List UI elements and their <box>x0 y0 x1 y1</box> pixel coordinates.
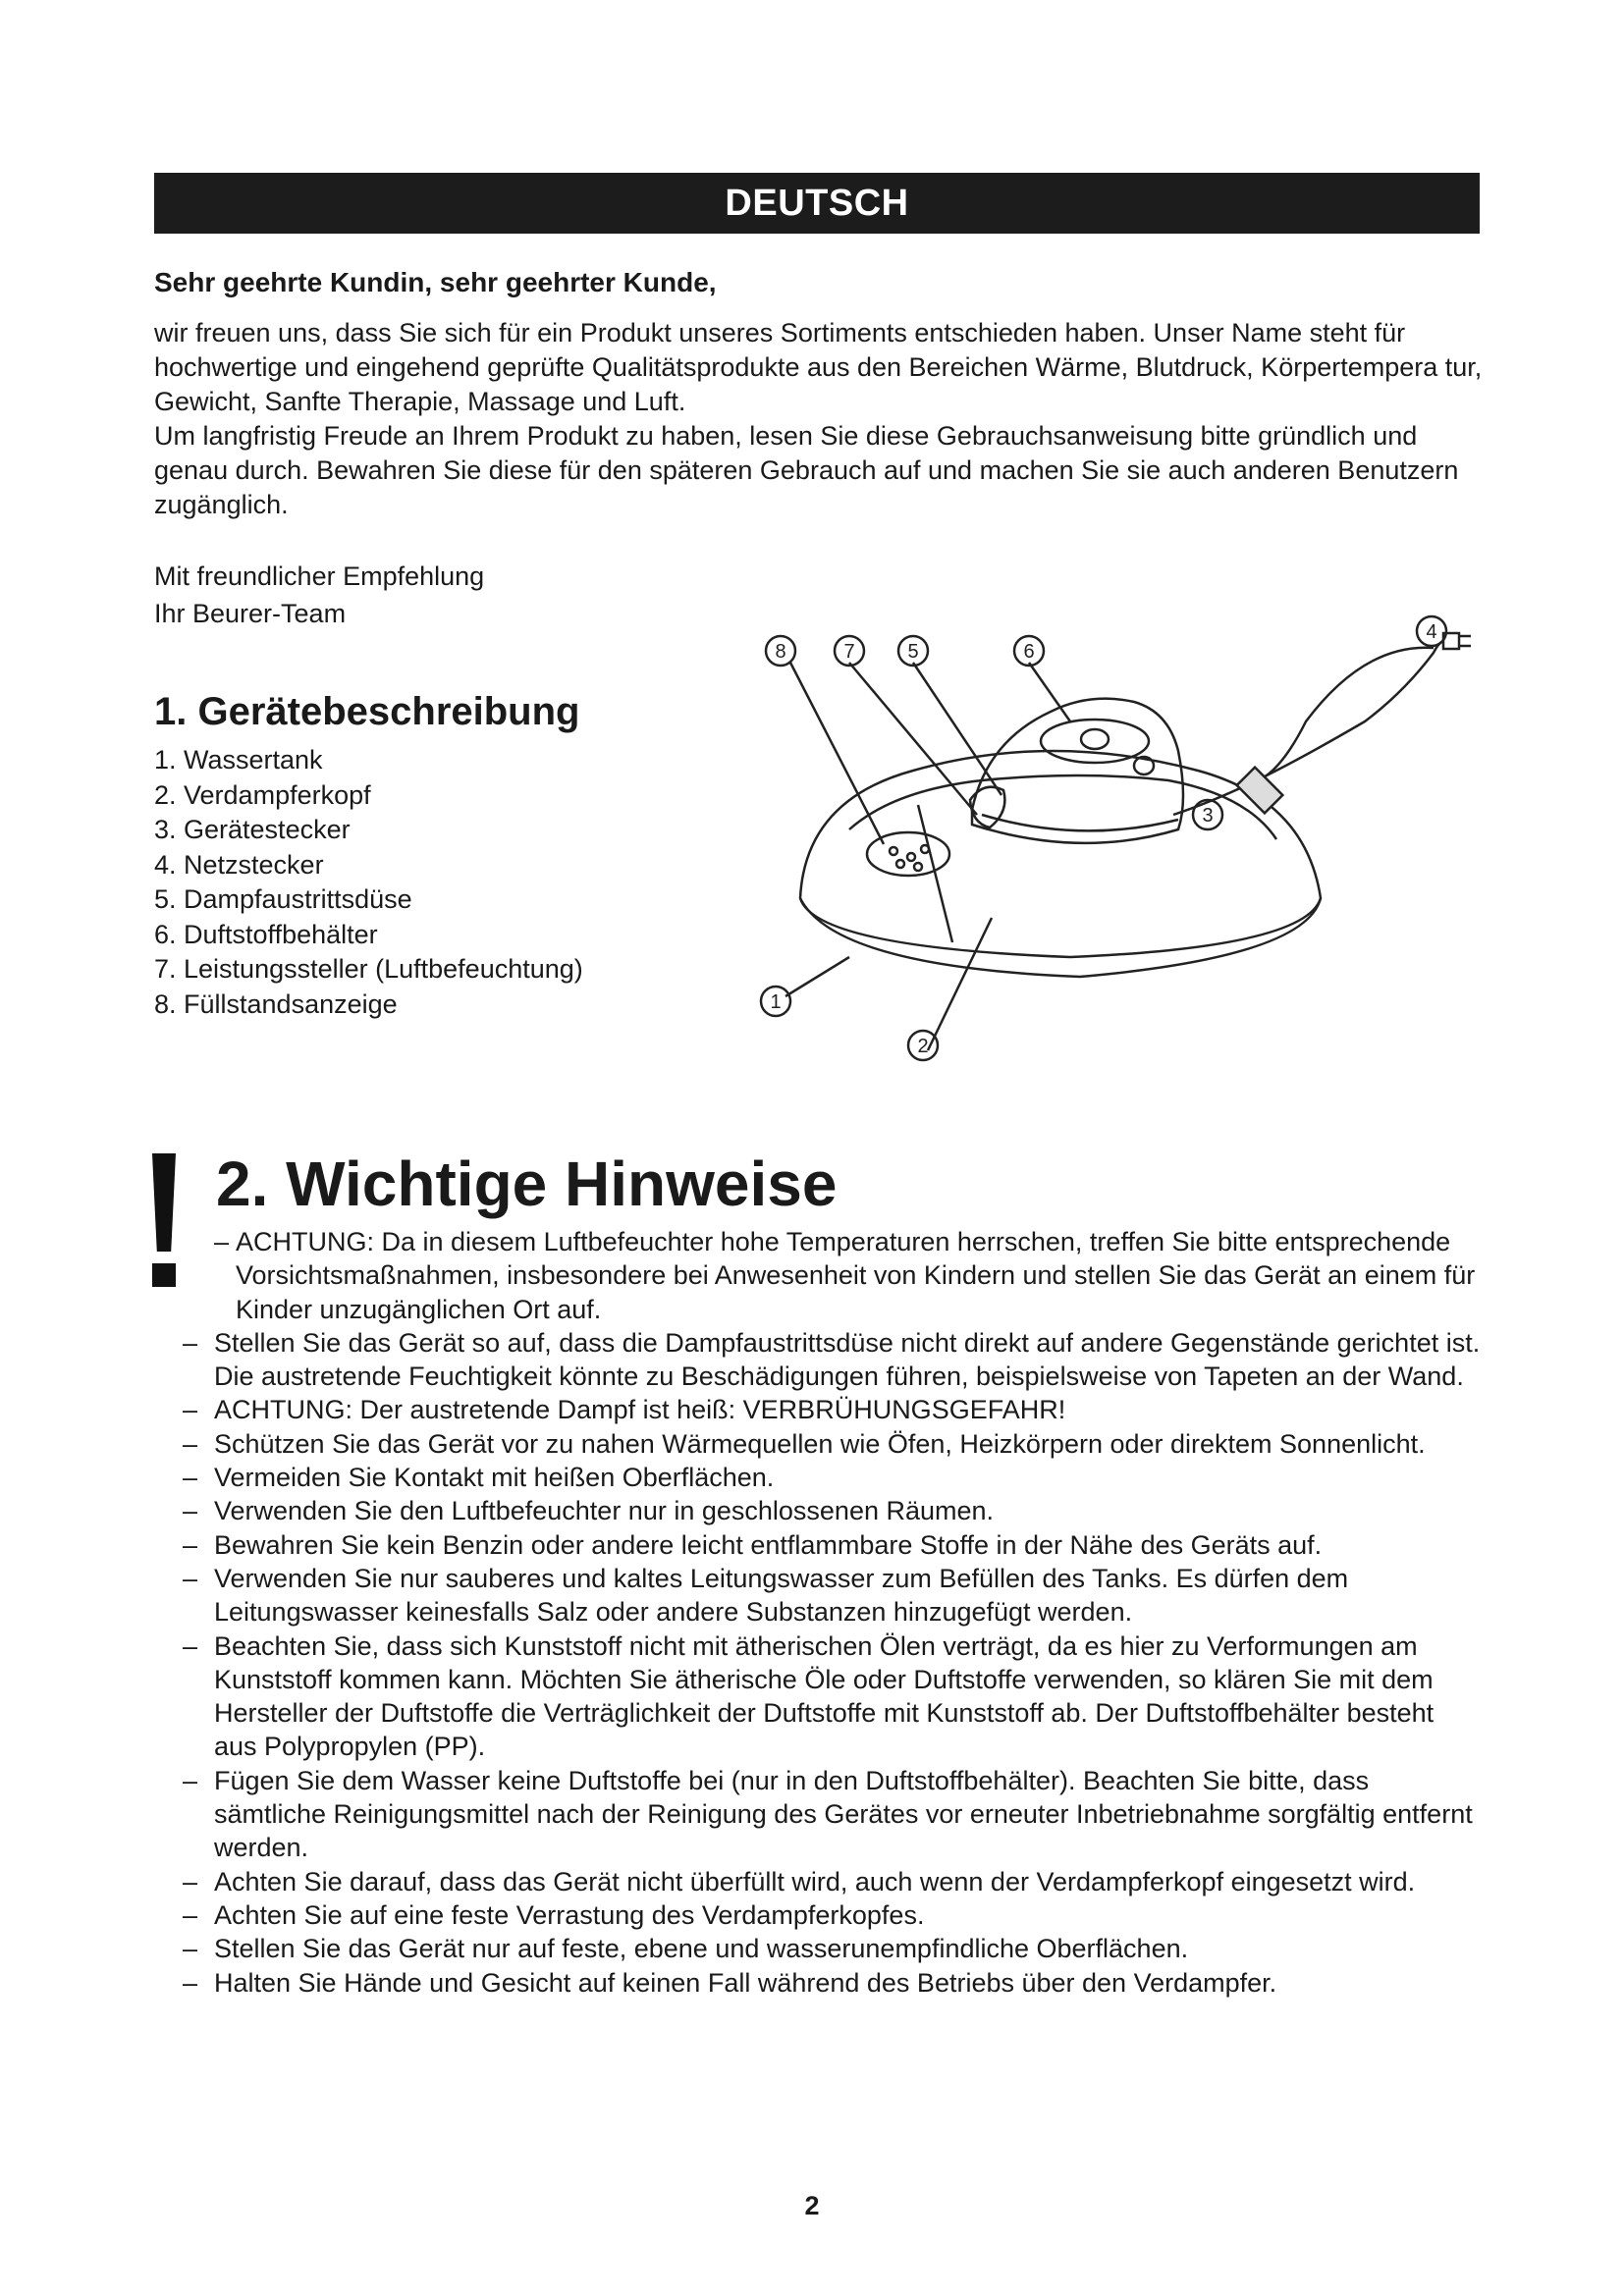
water-tank-rim <box>800 898 1321 957</box>
parts-list-item: 1. Wassertank <box>154 745 323 774</box>
warning-exclamation-icon <box>147 1153 181 1291</box>
callout-8 <box>766 636 795 666</box>
parts-list-item: 5. Dampfaustrittsdüse <box>154 884 412 914</box>
safety-notes-list <box>177 1225 1483 2000</box>
safety-note: – Fügen Sie dem Wasser keine Duftstoffe bei (nur in den Duftstoffbehälter). Beachten Sie bitte, dass sämtliche Reinigungsmittel nach der Reinigung des Gerätes vor erneuter Inbetriebnahme sorgfältig entfernt werden. <box>177 1764 1483 1865</box>
safety-note: – Verwenden Sie nur sauberes und kaltes Leitungswasser zum Befüllen des Tanks. Es dürfen dem Leitungswasser keinesfalls Salz oder andere Substanzen hinzugefügt werden. <box>177 1562 1483 1629</box>
parts-list-item: 3. Gerätestecker <box>154 815 351 844</box>
safety-note: – ACHTUNG: Da in diesem Luftbefeuchter hohe Temperaturen herrschen, treffen Sie bitte entsprechende Vorsichtsmaßnahmen, insbesondere bei Anwesenheit von Kindern und stellen Sie das Gerät an einem für Kinder unzugänglichen Ort auf. <box>177 1225 1483 1326</box>
svg-text:4: 4 <box>1426 621 1437 643</box>
callout-7 <box>835 636 864 666</box>
svg-text:6: 6 <box>1023 641 1035 663</box>
safety-note: – Achten Sie darauf, dass das Gerät nicht überfüllt wird, auch wenn der Verdampferkopf eingesetzt wird. <box>177 1865 1483 1898</box>
svg-text:3: 3 <box>1202 805 1214 827</box>
nozzle-ring <box>1041 720 1149 763</box>
callout-5 <box>898 636 928 666</box>
callout-3 <box>1193 800 1222 829</box>
section-1-title: 1. Gerätebeschreibung <box>154 690 580 733</box>
safety-note: – Vermeiden Sie Kontakt mit heißen Oberflächen. <box>177 1461 1483 1494</box>
safety-note: – Schützen Sie das Gerät vor zu nahen Wärmequellen wie Öfen, Heizkörpern oder direktem Sonnenlicht. <box>177 1427 1483 1461</box>
evaporator-head-band <box>982 815 1178 830</box>
callout-2 <box>908 1031 938 1060</box>
power-cable-loop <box>1267 648 1434 775</box>
parts-list-item: 8. Füllstandsanzeige <box>154 988 398 1019</box>
language-banner: DEUTSCH <box>154 173 1480 234</box>
intro-paragraph: wir freuen uns, dass Sie sich für ein Produkt unseres Sortiments entschieden haben. Unser Name steht für hochwertige und eingehend geprüfte Qualitätsprodukte aus den Bereichen Wärme, Blutdruck, Körpertempera tur, Gewicht, Sanfte Therapie, Massage und Luft. <box>154 318 1483 416</box>
safety-note: – Beachten Sie, dass sich Kunststoff nicht mit ätherischen Ölen verträgt, da es hier zu Verformungen am Kunststoff kommen kann. Möchten Sie ätherische Öle oder Duftstoffe verwenden, so klären Sie mit dem Hersteller der Duftstoffe die Verträglichkeit der Duftstoffe mit Kunststoff ab. Der Duftstoffbehälter besteht aus Polypropylen (PP). <box>177 1629 1483 1764</box>
section-2-title: 2. Wichtige Hinweise <box>216 1148 838 1219</box>
steam-nozzle <box>1081 729 1109 749</box>
greeting-heading: Sehr geehrte Kundin, sehr geehrter Kunde, <box>154 267 717 297</box>
parts-list-item: 4. Netzstecker <box>154 849 324 880</box>
parts-list-item: 2. Verdampferkopf <box>154 779 371 810</box>
svg-text:1: 1 <box>770 991 782 1013</box>
closing-signature-line: Ihr Beurer-Team <box>154 599 347 628</box>
safety-note: – Verwenden Sie den Luftbefeuchter nur in geschlossenen Räumen. <box>177 1494 1483 1527</box>
intro-paragraph: Um langfristig Freude an Ihrem Produkt zu haben, lesen Sie diese Gebrauchsanweisung bitte gründlich und genau durch. Bewahren Sie diese für den späteren Gebrauch auf und machen Sie sie auch anderen Benutzern zugänglich. <box>154 421 1459 519</box>
device-plug <box>1237 768 1283 814</box>
safety-note: – Stellen Sie das Gerät nur auf feste, ebene und wasserunempfindliche Oberflächen. <box>177 1932 1483 1965</box>
safety-note: – Halten Sie Hände und Gesicht auf keinen Fall während des Betriebs über den Verdampfer. <box>177 1966 1483 2000</box>
svg-text:2: 2 <box>917 1036 929 1057</box>
svg-text:5: 5 <box>907 641 919 663</box>
intro-text <box>154 316 1489 522</box>
closing-line: Mit freundlicher Empfehlung <box>154 561 485 591</box>
safety-note: – Stellen Sie das Gerät so auf, dass die Dampfaustrittsdüse nicht direkt auf andere Gegenstände gerichtet ist. Die austretende Feuchtigkeit könnte zu Beschädigungen führen, beispielsweise von Tapeten an der Wand. <box>177 1326 1483 1394</box>
svg-text:8: 8 <box>775 641 786 663</box>
closing-signature <box>154 558 484 632</box>
safety-note: – ACHTUNG: Der austretende Dampf ist heiß: VERBRÜHUNGSGEFAHR! <box>177 1393 1483 1426</box>
mains-plug <box>1443 633 1471 649</box>
power-cable <box>1173 641 1443 815</box>
callout-1 <box>761 987 790 1016</box>
callout-6 <box>1014 636 1044 666</box>
safety-note: – Bewahren Sie kein Benzin oder andere leicht entflammbare Stoffe in der Nähe des Geräts auf. <box>177 1528 1483 1562</box>
humidifier-diagram <box>756 604 1502 1075</box>
svg-text:7: 7 <box>843 641 855 663</box>
parts-list-item: 6. Duftstoffbehälter <box>154 919 378 949</box>
parts-list-item: 7. Leistungssteller (Luftbefeuchtung) <box>154 954 583 984</box>
safety-note: – Achten Sie auf eine feste Verrastung des Verdampferkopfes. <box>177 1898 1483 1932</box>
callout-4 <box>1417 616 1446 646</box>
page-number: 2 <box>804 2191 820 2220</box>
parts-list <box>154 743 583 1022</box>
